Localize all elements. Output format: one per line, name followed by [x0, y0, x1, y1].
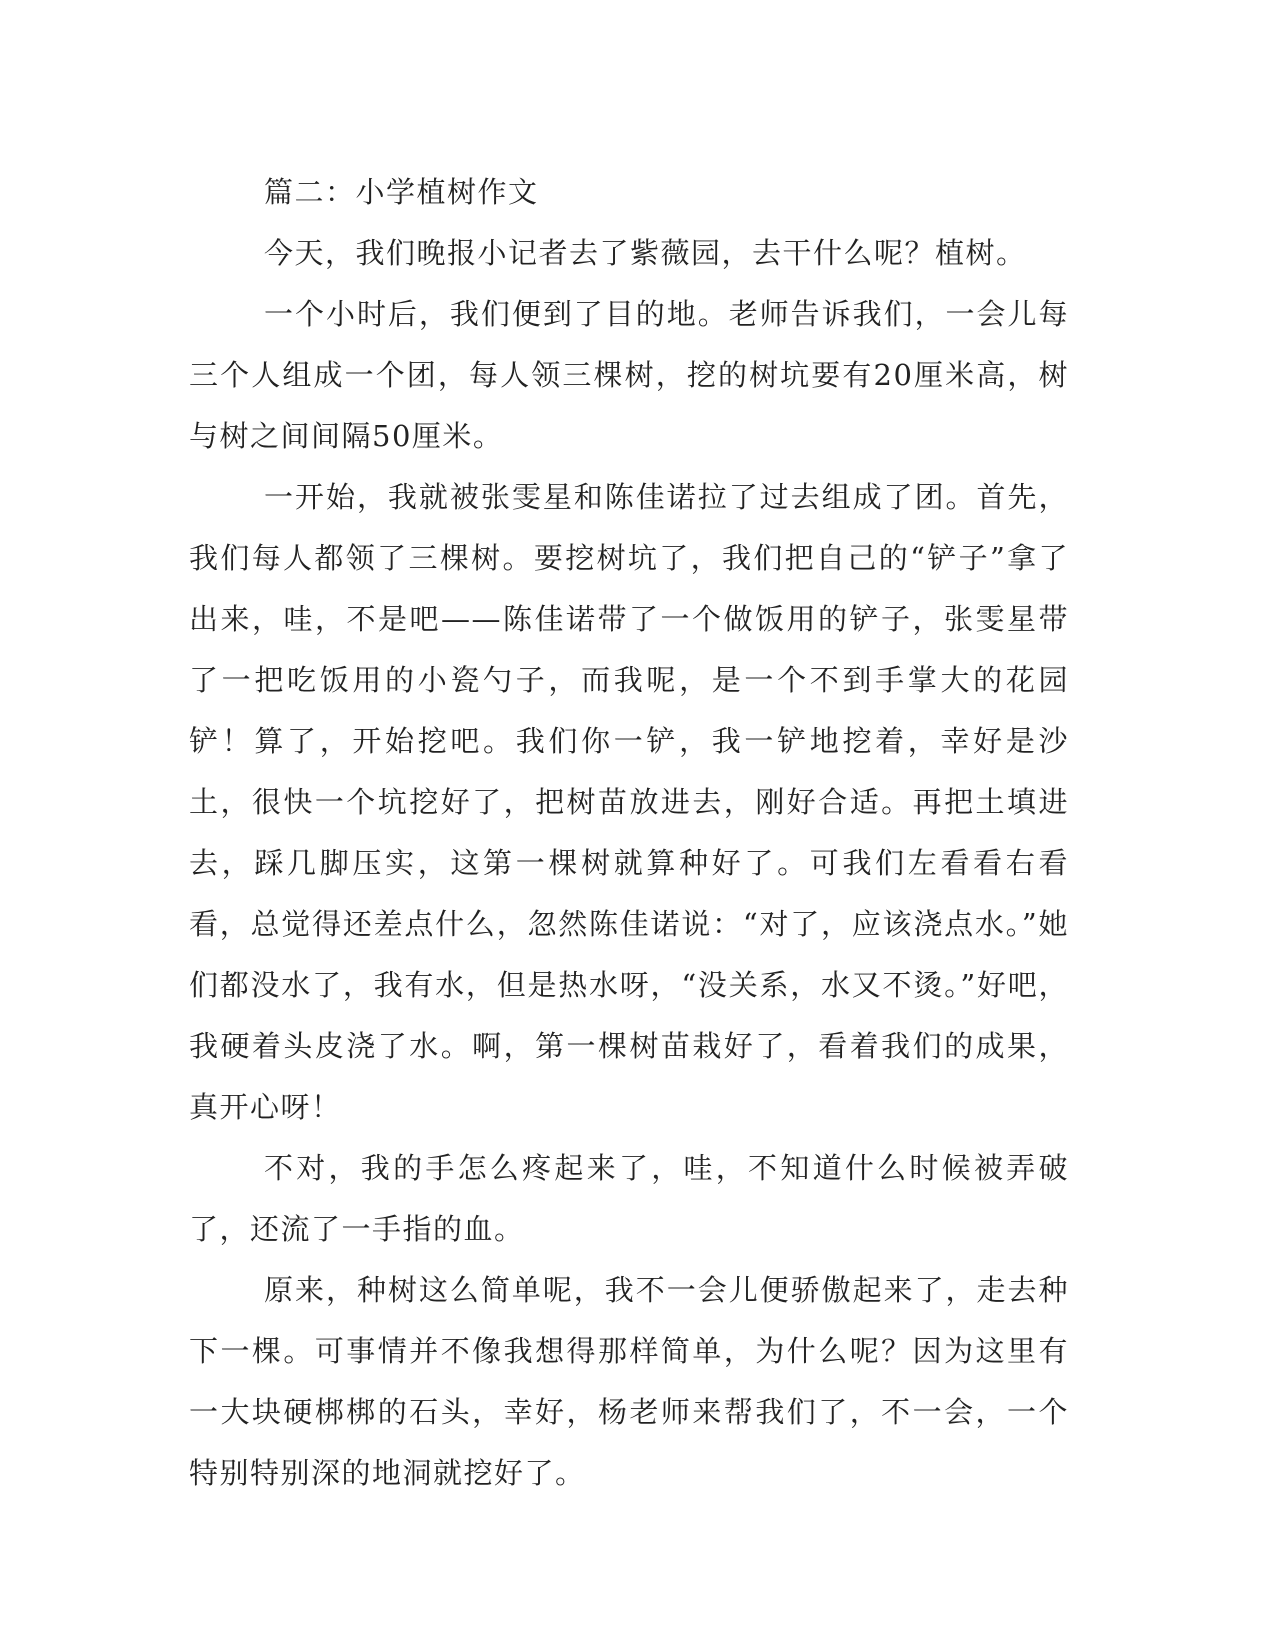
- paragraph-1: 今天，我们晚报小记者去了紫薇园，去干什么呢？植树。: [264, 236, 1027, 270]
- paragraph-2: 一个小时后，我们便到了目的地。老师告诉我们，一会儿每三个人组成一个团，每人领三棵树，挖的树坑要有20厘米高，树与树之间间隔50厘米。: [189, 297, 1069, 453]
- paragraph-3: 一开始，我就被张雯星和陈佳诺拉了过去组成了团。首先，我们每人都领了三棵树。要挖树坑了，我们把自己的“铲子”拿了出来，哇，不是吧——陈佳诺带了一个做饭用的铲子，张雯星带了一把吃饭用的小瓷勺子，而我呢，是一个不到手掌大的花园铲！算了，开始挖吧。我们你一铲，我一铲地挖着，幸好是沙土，很快一个坑挖好了，把树苗放进去，刚好合适。再把土填进去，踩几脚压实，这第一棵树就算种好了。可我们左看看右看看，总觉得还差点什么，忽然陈佳诺说：“对了，应该浇点水。”她们都没水了，我有水，但是热水呀，“没关系，水又不烫。”好吧，我硬着头皮浇了水。啊，第一棵树苗栽好了，看着我们的成果，真开心呀！: [189, 480, 1069, 1124]
- document-body: [189, 162, 1069, 1504]
- document-title: 篇二：小学植树作文: [264, 175, 539, 209]
- paragraph-5: 原来，种树这么简单呢，我不一会儿便骄傲起来了，走去种下一棵。可事情并不像我想得那样简单，为什么呢？因为这里有一大块硬梆梆的石头，幸好，杨老师来帮我们了，不一会，一个特别特别深的地洞就挖好了。: [189, 1273, 1069, 1490]
- paragraph-4: 不对，我的手怎么疼起来了，哇，不知道什么时候被弄破了，还流了一手指的血。: [189, 1151, 1069, 1246]
